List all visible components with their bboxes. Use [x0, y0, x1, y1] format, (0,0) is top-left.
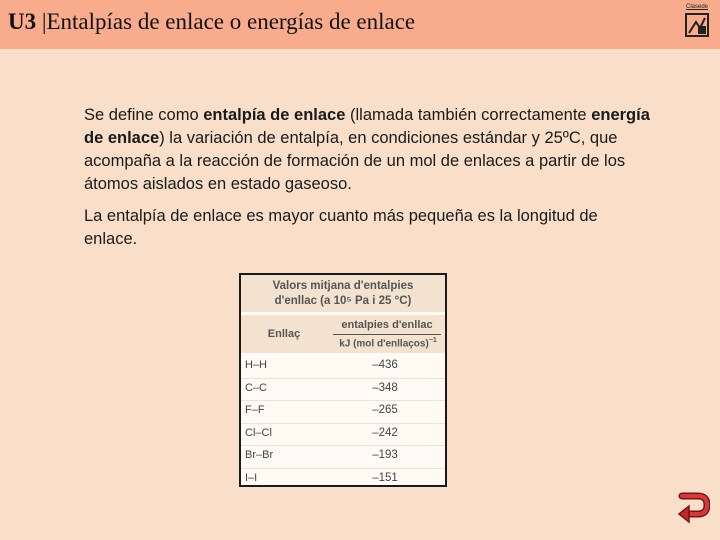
table-row: [241, 379, 445, 402]
table-row: [241, 401, 445, 424]
header-divider: [333, 334, 441, 335]
main-text: [84, 104, 654, 260]
definition-paragraph: [84, 104, 654, 196]
table-row: [241, 424, 445, 447]
text-segment: ) la variación de entalpía, en condiciones estándar y 25ºC, que acompaña a la reacción de formación de un mol de enlaces a partir de los átomos aislados en estado gaseoso.: [84, 129, 626, 193]
col-header-unit: [331, 337, 445, 349]
title-text: |Entalpías de enlace o energías de enlace: [36, 9, 416, 34]
table-header: [241, 315, 445, 353]
value-cell: –265: [372, 404, 398, 416]
bond-cell: I–I: [245, 471, 258, 484]
table-row: [241, 469, 445, 492]
value-cell: –242: [372, 426, 398, 439]
table-body: [241, 356, 445, 491]
bond-cell: Cl–Cl: [245, 426, 272, 439]
table-title-line1: Valors mitjana d'entalpies: [272, 280, 414, 292]
value-cell: –348: [372, 381, 398, 394]
unit-label: U3: [8, 9, 37, 34]
bond-cell: Br–Br: [245, 449, 274, 461]
table-title-line2: d'enllac (a 10⁵ Pa i 25 °C): [274, 295, 412, 307]
value-cell: –151: [372, 471, 398, 484]
bond-enthalpy-table: [239, 273, 447, 487]
value-cell: –193: [372, 449, 398, 461]
logo-label: Clasede: [685, 4, 708, 10]
col-header-bond: Enllaç: [267, 328, 301, 340]
bond-cell: H–H: [245, 359, 268, 371]
table-row: [241, 446, 445, 469]
bold-term-enthalpy: entalpía de enlace: [203, 106, 346, 124]
bond-cell: F–F: [245, 404, 265, 416]
table-title: [241, 275, 445, 312]
text-segment: Se define como: [84, 106, 204, 124]
unit-text: kJ (mol d'enllaços): [339, 338, 429, 350]
bold-term-energy: energía de enlace: [84, 106, 650, 147]
unit-exponent: −1: [428, 337, 437, 344]
table-row: [241, 356, 445, 379]
value-cell: –436: [372, 359, 398, 371]
bond-length-paragraph: La entalpía de enlace es mayor cuanto más pequeña es la longitud de enlace.: [84, 207, 598, 248]
presentation-logo-icon[interactable]: [683, 4, 711, 40]
page-title: [8, 9, 415, 35]
text-segment: (llamada también correctamente: [345, 106, 592, 124]
return-arrow-icon[interactable]: [676, 492, 710, 526]
header-bar: [0, 0, 720, 49]
bond-cell: C–C: [245, 381, 268, 394]
col-header-enthalpy: entalpies d'enllac: [341, 319, 433, 331]
